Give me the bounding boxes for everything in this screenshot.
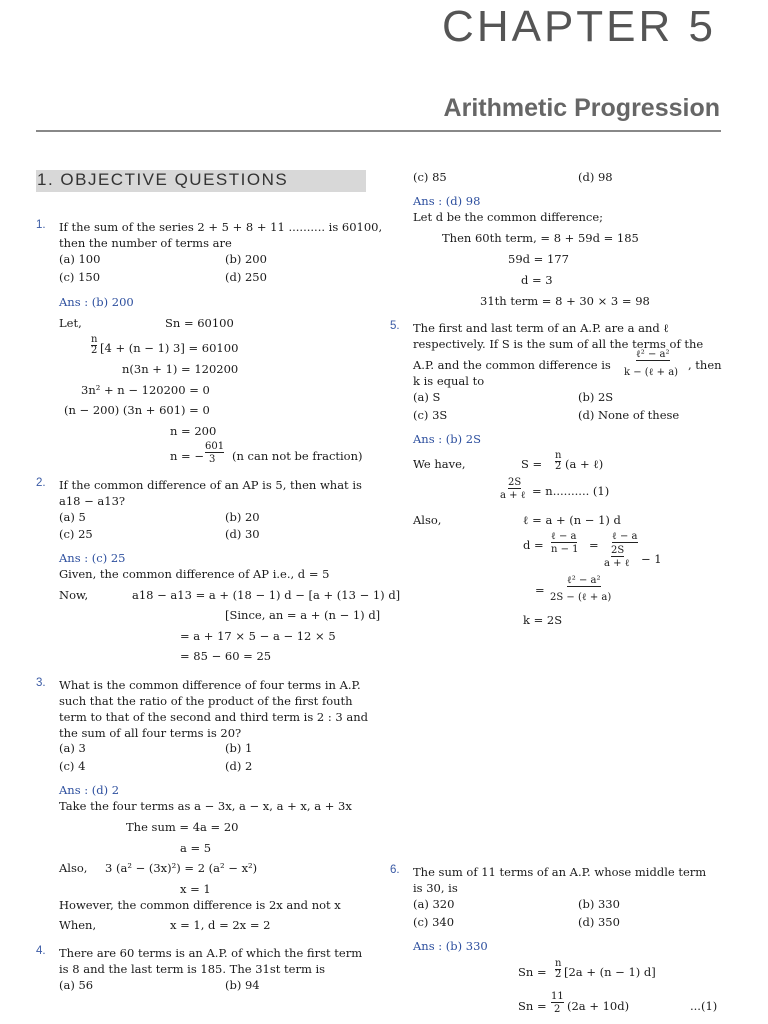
q2-s3-text: [Since, an = a + (n − 1) d] <box>225 608 381 622</box>
q3-s7a-text: When, <box>59 918 97 932</box>
q2-od-text: (d) 30 <box>225 527 260 541</box>
q6-s2a-text: Sn = <box>518 999 547 1013</box>
q1-s2-text: [4 + (n − 1) 3] = 60100 <box>100 341 239 355</box>
q5-s4n1-text: ℓ − a <box>551 531 577 542</box>
q6-oa-text: (a) 320 <box>413 897 455 911</box>
q5-s2d-text: a + ℓ <box>500 490 526 501</box>
q6-b-text: is 30, is <box>413 881 458 895</box>
q5-s4d1-text: n − 1 <box>551 544 579 555</box>
q5-s4d3-text: a + ℓ <box>604 558 630 569</box>
q5-cd-text: k − (ℓ + a) <box>624 367 679 378</box>
q1-s4-text: 3n² + n − 120200 = 0 <box>81 383 210 397</box>
q2-ans-text: Ans : (c) 25 <box>59 551 126 565</box>
q3-s5-text: x = 1 <box>180 882 211 896</box>
q5-s1n-text: n <box>555 450 562 461</box>
q5-s4eq-text: = <box>589 538 599 552</box>
q2-ob-text: (b) 20 <box>225 510 260 524</box>
q5-s2b-text: = n.......... (1) <box>532 484 610 498</box>
q2-n-text: 2. <box>36 477 46 489</box>
q6-od-text: (d) 350 <box>578 915 620 929</box>
q2-oa-text: (a) 5 <box>59 510 86 524</box>
q5-s3a-text: Also, <box>413 513 442 527</box>
q5-a-text: The first and last term of an A.P. are a and ℓ <box>413 321 669 335</box>
q3-s4a-text: Also, <box>59 861 88 875</box>
q1-s1b-text: Sn = 60100 <box>165 316 234 330</box>
q4-od-text: (d) 98 <box>578 170 613 184</box>
q6-s1d-text: 2 <box>555 969 562 980</box>
q1-s7a-text: n = − <box>170 449 204 463</box>
q3-s1-text: Take the four terms as a − 3x, a − x, a + x, a + 3x <box>59 799 352 813</box>
q5-s4n2-text: ℓ − a <box>612 531 638 542</box>
q5-s5d-text: 2S − (ℓ + a) <box>550 592 612 603</box>
q5-s2n-text: 2S <box>508 477 522 488</box>
q5-d-text: k is equal to <box>413 374 485 388</box>
q5-s1b-text: S = <box>521 457 543 471</box>
q4-ob-text: (b) 94 <box>225 978 260 992</box>
chapter-heading: CHAPTER 5 <box>442 2 716 51</box>
q5-ans-text: Ans : (b) 2S <box>413 432 481 446</box>
q6-s1n-text: n <box>555 958 562 969</box>
q5-c1-text: A.P. and the common difference is <box>413 358 611 372</box>
q5-c2-text: , then <box>688 358 722 372</box>
q1-s6-text: n = 200 <box>170 424 217 438</box>
q5-s1a-text: We have, <box>413 457 466 471</box>
q3-n-text: 3. <box>36 677 46 689</box>
q1-s2f-n-text: n <box>91 334 98 345</box>
q3-oc-text: (c) 4 <box>59 759 86 773</box>
q1-s7b-text: (n can not be fraction) <box>232 449 363 463</box>
q1-b-text: then the number of terms are <box>59 236 232 250</box>
q2-s5-text: = 85 − 60 = 25 <box>180 649 272 663</box>
q4-s5-text: 31th term = 8 + 30 × 3 = 98 <box>480 294 650 308</box>
q3-s3-text: a = 5 <box>180 841 212 855</box>
q4-s3-text: 59d = 177 <box>508 252 569 266</box>
q5-b-text: respectively. If S is the sum of all the terms of the <box>413 337 704 351</box>
q4-s1-text: Let d be the common difference; <box>413 210 604 224</box>
q3-oa-text: (a) 3 <box>59 741 86 755</box>
q6-s2n-text: 11 <box>551 991 564 1002</box>
q5-s4a-text: d = <box>523 538 544 552</box>
q5-s1d-text: 2 <box>555 461 562 472</box>
q3-s2-text: The sum = 4a = 20 <box>126 820 239 834</box>
q1-od-text: (d) 250 <box>225 270 267 284</box>
q4-s4-text: d = 3 <box>521 273 553 287</box>
q5-ob-text: (b) 2S <box>578 390 614 404</box>
q4-oa-text: (a) 56 <box>59 978 94 992</box>
chapter-title: Arithmetic Progression <box>443 94 720 122</box>
q3-d-text: the sum of all four terms is 20? <box>59 726 242 740</box>
q1-s7n-text: 601 <box>205 441 225 452</box>
q6-s2c-text: ...(1) <box>690 999 718 1013</box>
q6-ans-text: Ans : (b) 330 <box>413 939 488 953</box>
q1-n-text: 1. <box>36 219 46 231</box>
q2-a-text: If the common difference of an AP is 5, then what is <box>59 478 362 492</box>
q3-c-text: term to that of the second and third term is 2 : 3 and <box>59 710 368 724</box>
q4-ans-text: Ans : (d) 98 <box>413 194 481 208</box>
q2-s4-text: = a + 17 × 5 − a − 12 × 5 <box>180 629 336 643</box>
q1-s7d-text: 3 <box>209 454 216 465</box>
q1-ans-text: Ans : (b) 200 <box>59 295 134 309</box>
q3-s7b-text: x = 1, d = 2x = 2 <box>170 918 271 932</box>
q5-cn-text: ℓ² − a² <box>636 349 670 360</box>
q3-od-text: (d) 2 <box>225 759 253 773</box>
q2-s1-text: Given, the common difference of AP i.e., d = 5 <box>59 567 330 581</box>
q2-s2a-text: Now, <box>59 588 89 602</box>
q5-s4d2-text: 2S <box>611 545 625 556</box>
q5-s6-text: k = 2S <box>523 613 563 627</box>
q4-n-text: 4. <box>36 945 46 957</box>
q1-s3-text: n(3n + 1) = 120200 <box>122 362 239 376</box>
q6-oc-text: (c) 340 <box>413 915 455 929</box>
q6-s2d-text: 2 <box>554 1004 561 1015</box>
q3-s4b-text: 3 (a² − (3x)²) = 2 (a² − x²) <box>105 861 258 875</box>
q3-a-text: What is the common difference of four terms in A.P. <box>59 678 361 692</box>
q6-s2b-text: (2a + 10d) <box>567 999 630 1013</box>
q5-s1c-text: (a + ℓ) <box>565 457 604 471</box>
q6-s1b-text: [2a + (n − 1) d] <box>564 965 656 979</box>
q3-s6-text: However, the common difference is 2x and not x <box>59 898 341 912</box>
q1-a-text: If the sum of the series 2 + 5 + 8 + 11 .......... is 60100, <box>59 220 383 234</box>
q4-b-text: is 8 and the last term is 185. The 31st term is <box>59 962 326 976</box>
q5-oc-text: (c) 3S <box>413 408 448 422</box>
q3-b-text: such that the ratio of the product of the first fouth <box>59 694 353 708</box>
q5-s3b-text: ℓ = a + (n − 1) d <box>523 513 621 527</box>
q5-od-text: (d) None of these <box>578 408 680 422</box>
q3-ans-text: Ans : (d) 2 <box>59 783 120 797</box>
q6-n-text: 6. <box>390 864 400 876</box>
q4-s2-text: Then 60th term, = 8 + 59d = 185 <box>442 231 639 245</box>
q4-a-text: There are 60 terms is an A.P. of which the first term <box>59 946 363 960</box>
header-rule <box>36 130 721 132</box>
q6-s1a-text: Sn = <box>518 965 547 979</box>
q5-s5n-text: ℓ² − a² <box>567 575 601 586</box>
q3-ob-text: (b) 1 <box>225 741 253 755</box>
q1-oa-text: (a) 100 <box>59 252 101 266</box>
q1-s2f-d-text: 2 <box>91 345 98 356</box>
q6-a-text: The sum of 11 terms of an A.P. whose middle term <box>413 865 707 879</box>
q4-oc-text: (c) 85 <box>413 170 447 184</box>
q5-s5a-text: = <box>535 583 545 597</box>
q1-ob-text: (b) 200 <box>225 252 267 266</box>
q5-oa-text: (a) S <box>413 390 441 404</box>
q1-s1a-text: Let, <box>59 316 82 330</box>
q2-s2b-text: a18 − a13 = a + (18 − 1) d − [a + (13 − 1) d] <box>132 588 401 602</box>
q6-ob-text: (b) 330 <box>578 897 620 911</box>
q2-oc-text: (c) 25 <box>59 527 93 541</box>
q5-n-text: 5. <box>390 320 400 332</box>
q2-b-text: a18 − a13? <box>59 494 126 508</box>
q5-s4m-text: − 1 <box>641 552 662 566</box>
q1-oc-text: (c) 150 <box>59 270 101 284</box>
q1-s5-text: (n − 200) (3n + 601) = 0 <box>64 403 210 417</box>
section-title: 1. OBJECTIVE QUESTIONS <box>37 170 289 189</box>
